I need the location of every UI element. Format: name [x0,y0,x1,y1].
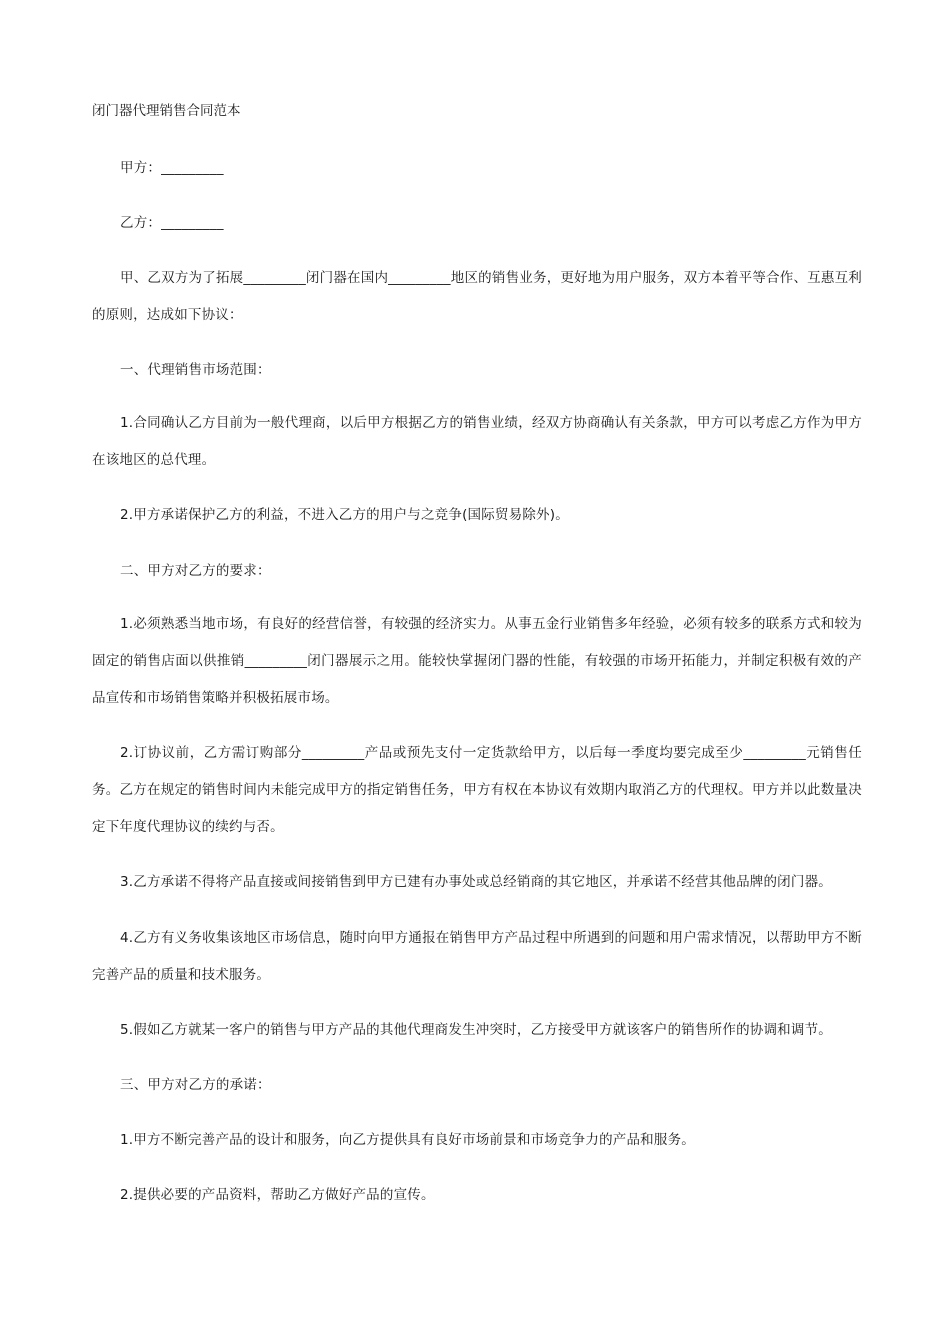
section-1-item-1: 1.合同确认乙方目前为一般代理商，以后甲方根据乙方的销售业绩，经双方协商确认有关条款，甲方可以考虑乙方作为甲方在该地区的总代理。 [92,415,862,468]
section-2-item-4: 4.乙方有义务收集该地区市场信息，随时向甲方通报在销售甲方产品过程中所遇到的问题和用户需求情况，以帮助甲方不断完善产品的质量和技术服务。 [92,930,862,983]
document-title: 闭门器代理销售合同范本 [92,103,241,119]
section-2-item-1: 1.必须熟悉当地市场，有良好的经营信誉，有较强的经济实力。从事五金行业销售多年经验，必须有较多的联系方式和较为固定的销售店面以供推销_________闭门器展示之用。能较快掌握闭门器的性能，有较强的市场开拓能力，并制定积极有效的产品宣传和市场销售策略并积极拓展市场。 [92,616,862,706]
section-3-heading: 三、甲方对乙方的承诺： [120,1077,271,1093]
intro-paragraph: 甲、乙双方为了拓展_________闭门器在国内_________地区的销售业务，更好地为用户服务，双方本着平等合作、互惠互利的原则，达成如下协议： [92,270,862,323]
section-2-item-5: 5.假如乙方就某一客户的销售与甲方产品的其他代理商发生冲突时，乙方接受甲方就该客户的销售所作的协调和调节。 [120,1022,832,1038]
section-3-item-1: 1.甲方不断完善产品的设计和服务，向乙方提供具有良好市场前景和市场竞争力的产品和服务。 [120,1132,695,1148]
section-2-item-2: 2.订协议前，乙方需订购部分_________产品或预先支付一定货款给甲方，以后每一季度均要完成至少_________元销售任务。乙方在规定的销售时间内未能完成甲方的指定销售任务，甲方有权在本协议有效期内取消乙方的代理权。甲方并以此数量决定下年度代理协议的续约与否。 [92,745,862,835]
section-1-item-2: 2.甲方承诺保护乙方的利益，不进入乙方的用户与之竞争(国际贸易除外)。 [120,507,569,523]
section-2-heading: 二、甲方对乙方的要求： [120,563,271,579]
party-b-line: 乙方：_________ [120,215,224,231]
section-2-item-3: 3.乙方承诺不得将产品直接或间接销售到甲方已建有办事处或总经销商的其它地区，并承诺不经营其他品牌的闭门器。 [120,874,832,890]
section-3-item-2: 2.提供必要的产品资料，帮助乙方做好产品的宣传。 [120,1187,435,1203]
party-a-line: 甲方：_________ [120,160,224,176]
section-1-heading: 一、代理销售市场范围： [120,362,271,378]
